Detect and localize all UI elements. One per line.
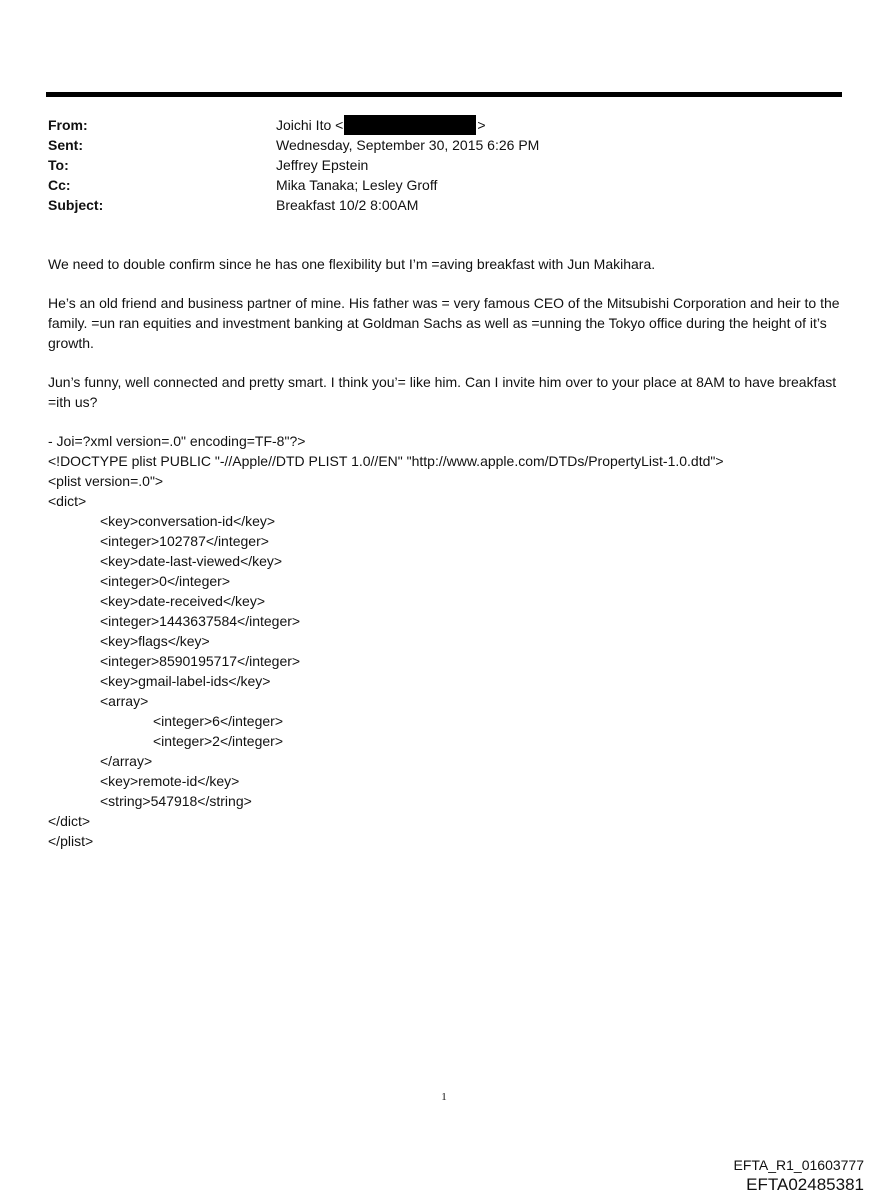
body-paragraph: We need to double confirm since he has one flexibility but I’m =aving breakfast with Jun Makihara. xyxy=(48,256,656,272)
code-line: - Joi=?xml version=.0" encoding=TF-8"?> xyxy=(48,433,306,449)
code-line: <integer>8590195717</integer> xyxy=(100,653,301,669)
body-paragraph: Jun’s funny, well connected and pretty smart. I think you’= like him. Can I invite him over to your place at 8AM to have breakfast =ith us? xyxy=(48,374,837,410)
body-paragraph: He’s an old friend and business partner of mine. His father was = very famous CEO of the Mitsubishi Corporation and heir to the family. =un ran equities and investment banking at Goldman Sachs as well as =unning the Tokyo office during the height of it’s growth. xyxy=(48,295,840,351)
code-line: <integer>6</integer> xyxy=(153,713,283,729)
code-line: <key>gmail-label-ids</key> xyxy=(100,673,271,689)
cc-row xyxy=(48,175,838,195)
code-line: </plist> xyxy=(48,833,94,849)
code-line: <key>date-received</key> xyxy=(100,593,265,609)
sent-value: Wednesday, September 30, 2015 6:26 PM xyxy=(276,137,540,153)
page-number: 1 xyxy=(441,1091,447,1103)
from-label: From: xyxy=(48,117,88,133)
code-line: </array> xyxy=(100,753,153,769)
from-open-bracket: < xyxy=(335,117,344,133)
email-header xyxy=(48,115,838,215)
code-line: <integer>1443637584</integer> xyxy=(100,613,301,629)
code-line: <dict> xyxy=(48,493,87,509)
bates-number-primary: EFTA_R1_01603777 xyxy=(733,1157,864,1173)
to-value: Jeffrey Epstein xyxy=(276,157,369,173)
code-line: <key>remote-id</key> xyxy=(100,773,240,789)
to-row xyxy=(48,155,838,175)
from-close-bracket: > xyxy=(477,117,486,133)
code-line: <integer>0</integer> xyxy=(100,573,230,589)
from-value xyxy=(276,115,838,135)
subject-row xyxy=(48,195,838,215)
redaction-box xyxy=(344,115,476,135)
cc-label: Cc: xyxy=(48,177,71,193)
from-row xyxy=(48,115,838,135)
sent-row xyxy=(48,135,838,155)
code-line: <array> xyxy=(100,693,149,709)
code-line: <key>conversation-id</key> xyxy=(100,513,276,529)
code-line: <key>date-last-viewed</key> xyxy=(100,553,283,569)
sent-label: Sent: xyxy=(48,137,83,153)
code-line: <key>flags</key> xyxy=(100,633,210,649)
to-label: To: xyxy=(48,157,69,173)
from-name: Joichi Ito xyxy=(276,117,332,133)
code-line: <integer>102787</integer> xyxy=(100,533,269,549)
email-body xyxy=(48,254,848,851)
cc-value: Mika Tanaka; Lesley Groff xyxy=(276,177,438,193)
header-divider xyxy=(46,92,842,97)
code-line: <string>547918</string> xyxy=(100,793,252,809)
plist-block xyxy=(48,431,848,851)
bates-number-secondary: EFTA02485381 xyxy=(746,1175,864,1194)
subject-value: Breakfast 10/2 8:00AM xyxy=(276,197,419,213)
code-line: <integer>2</integer> xyxy=(153,733,283,749)
code-line: <!DOCTYPE plist PUBLIC "-//Apple//DTD PLIST 1.0//EN" "http://www.apple.com/DTDs/PropertyList-1.0.dtd"> xyxy=(48,453,724,469)
code-line: <plist version=.0"> xyxy=(48,473,164,489)
code-line: </dict> xyxy=(48,813,91,829)
subject-label: Subject: xyxy=(48,197,104,213)
